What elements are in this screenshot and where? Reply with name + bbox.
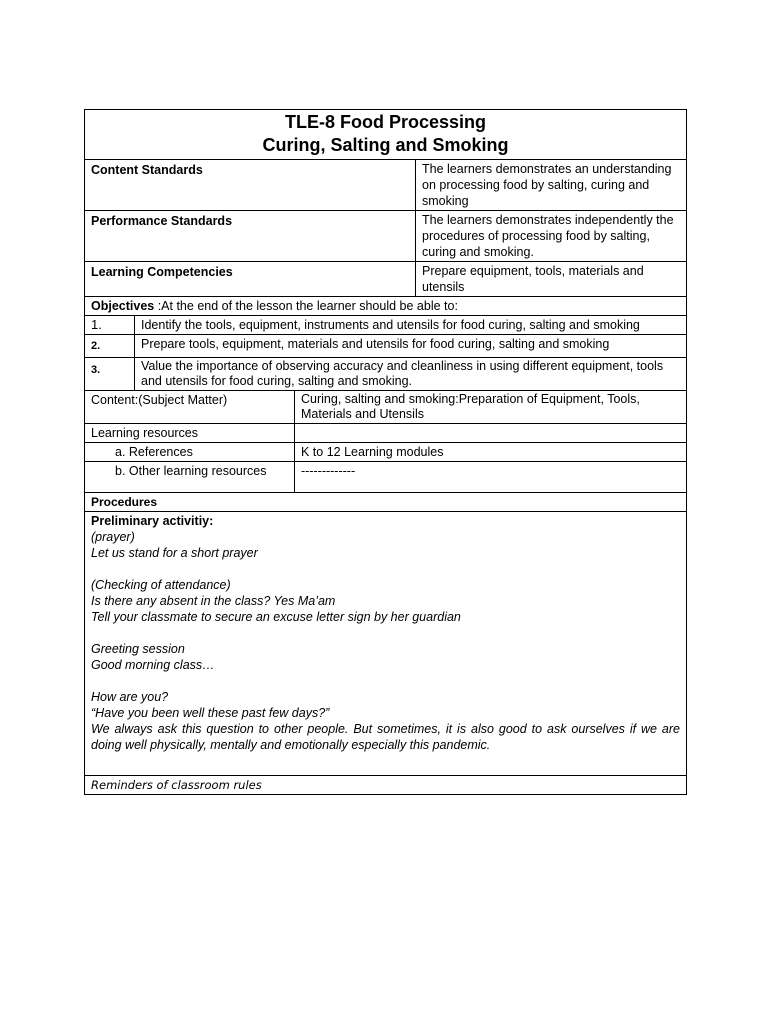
objective-row xyxy=(85,335,687,358)
procedure-line xyxy=(91,673,680,689)
references-value: K to 12 Learning modules xyxy=(295,443,687,462)
objectives-header xyxy=(85,297,687,316)
content-label: Content:(Subject Matter) xyxy=(85,391,295,424)
objective-number: 3. xyxy=(85,358,135,391)
learning-resources-value xyxy=(295,424,687,443)
objectives-header-row xyxy=(85,297,687,316)
procedure-line: “Have you been well these past few days?” xyxy=(91,706,330,720)
learning-competencies-row xyxy=(85,262,687,297)
objective-text: Value the importance of observing accuracy and cleanliness in using different equipment, tools and utensils for food curing, salting and smoking. xyxy=(135,358,687,391)
lesson-title-line2: Curing, Salting and Smoking xyxy=(262,135,509,155)
procedure-line: Is there any absent in the class? Yes Ma’am xyxy=(91,594,336,608)
procedures-label: Procedures xyxy=(85,493,687,512)
procedure-line xyxy=(91,561,680,577)
learning-resources-label: Learning resources xyxy=(85,424,295,443)
objective-text: Identify the tools, equipment, instruments and utensils for food curing, salting and smoking xyxy=(135,316,687,335)
procedures-header-row xyxy=(85,493,687,512)
lesson-title xyxy=(85,110,687,160)
procedure-line: Good morning class… xyxy=(91,658,215,672)
lesson-title-line1: TLE-8 Food Processing xyxy=(284,112,487,132)
objectives-label: Objectives xyxy=(91,299,155,313)
learning-competencies-label: Learning Competencies xyxy=(85,262,416,297)
procedures-body-row xyxy=(85,512,687,776)
content-standards-value: The learners demonstrates an understanding on processing food by salting, curing and smoking xyxy=(416,160,687,211)
procedures-body xyxy=(85,512,687,776)
procedure-line: (prayer) xyxy=(91,530,135,544)
objective-number: 1. xyxy=(85,316,135,335)
procedure-line: Tell your classmate to secure an excuse letter sign by her guardian xyxy=(91,610,461,624)
other-resources-value: ------------- xyxy=(295,462,687,493)
objective-number: 2. xyxy=(85,335,135,358)
references-row xyxy=(85,443,687,462)
references-label: a. References xyxy=(85,443,295,462)
reminders-text: Reminders of classroom rules xyxy=(85,776,687,795)
reminders-row xyxy=(85,776,687,795)
procedure-line: We always ask this question to other people. But sometimes, it is also good to ask ourselves if we are doing well physically, mentally and emotionally especially this pandemic. xyxy=(91,722,681,752)
objective-text: Prepare tools, equipment, materials and utensils for food curing, salting and smoking xyxy=(135,335,687,358)
learning-competencies-value: Prepare equipment, tools, materials and utensils xyxy=(416,262,687,297)
content-standards-label: Content Standards xyxy=(85,160,416,211)
other-resources-row xyxy=(85,462,687,493)
procedure-line: Greeting session xyxy=(91,642,185,656)
procedure-line: (Checking of attendance) xyxy=(91,578,231,592)
lesson-plan-table xyxy=(84,109,687,795)
content-row xyxy=(85,391,687,424)
title-row xyxy=(85,110,687,160)
performance-standards-label: Performance Standards xyxy=(85,211,416,262)
performance-standards-row xyxy=(85,211,687,262)
content-value: Curing, salting and smoking:Preparation of Equipment, Tools, Materials and Utensils xyxy=(295,391,687,424)
other-resources-label: b. Other learning resources xyxy=(85,462,295,493)
objective-row xyxy=(85,316,687,335)
objective-row xyxy=(85,358,687,391)
objectives-intro: :At the end of the lesson the learner should be able to: xyxy=(154,299,458,313)
content-standards-row xyxy=(85,160,687,211)
preliminary-activity-title: Preliminary activitiy: xyxy=(91,514,214,528)
procedure-line: Let us stand for a short prayer xyxy=(91,546,258,560)
learning-resources-row xyxy=(85,424,687,443)
procedure-line: How are you? xyxy=(91,690,169,704)
performance-standards-value: The learners demonstrates independently the procedures of processing food by salting, curing and smoking. xyxy=(416,211,687,262)
procedure-line xyxy=(91,625,680,641)
